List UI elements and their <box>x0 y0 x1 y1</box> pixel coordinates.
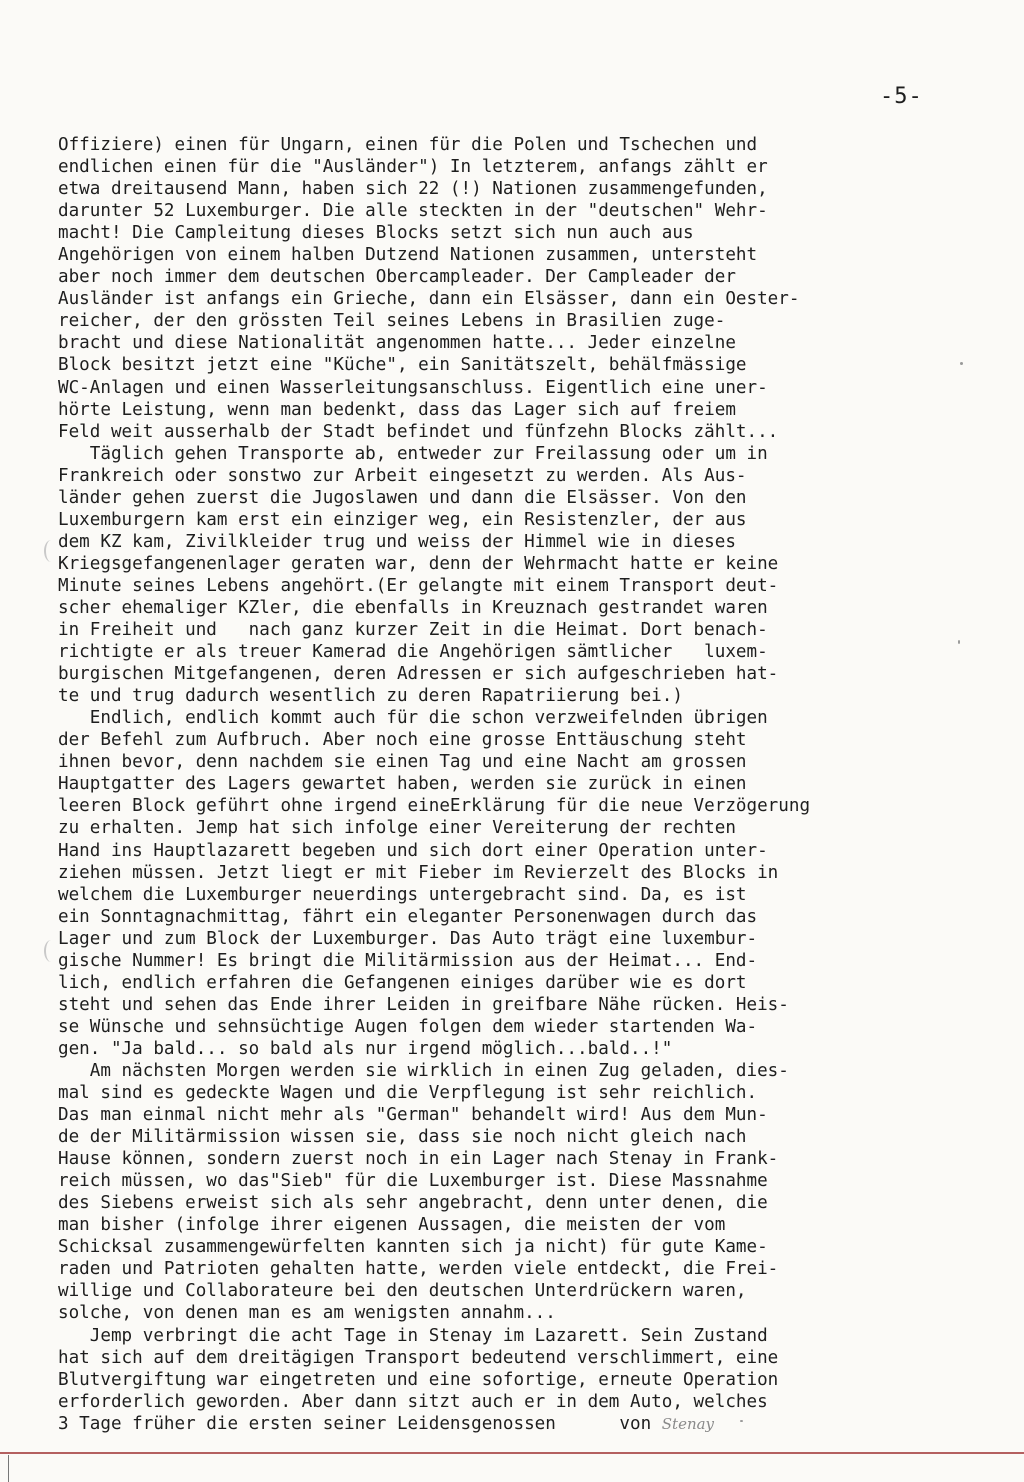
text-line: Hand ins Hauptlazarett begeben und sich dort einer Operation unter- <box>58 840 768 861</box>
text-line: Feld weit ausserhalb der Stadt befindet und fünfzehn Blocks zählt... <box>58 421 779 442</box>
punch-mark-upper <box>44 540 58 562</box>
handwritten-note: Stenay <box>661 1414 715 1433</box>
text-line: Block besitzt jetzt eine "Küche", ein Sanitätszelt, behälfmässige <box>58 355 747 376</box>
page-left-rule <box>8 1455 9 1482</box>
text-line: länder gehen zuerst die Jugoslawen und dann die Elsässer. Von den <box>58 487 747 508</box>
page-number: -5- <box>880 84 923 109</box>
text-line: erforderlich geworden. Aber dann sitzt auch er in dem Auto, welches <box>58 1391 768 1412</box>
text-line: ziehen müssen. Jetzt liegt er mit Fieber im Revierzelt des Blocks in <box>58 862 779 883</box>
typewritten-body <box>58 134 978 1435</box>
text-line: gen. "Ja bald... so bald als nur irgend möglich...bald..!" <box>58 1038 673 1059</box>
text-line: Minute seines Lebens angehört.(Er gelangte mit einem Transport deut- <box>58 575 779 596</box>
text-line: Endlich, endlich kommt auch für die schon verzweifelnden übrigen <box>58 708 768 729</box>
text-line: ein Sonntagnachmittag, fährt ein eleganter Personenwagen durch das <box>58 906 758 927</box>
text-line: Ausländer ist anfangs ein Grieche, dann ein Elsässer, dann ein Oester- <box>58 289 800 310</box>
text-line: leeren Block geführt ohne irgend eineErklärung für die neue Verzögerung <box>58 796 811 817</box>
text-line: richtigte er als treuer Kamerad die Angehörigen sämtlicher luxem- <box>58 642 768 663</box>
text-line: macht! Die Campleitung dieses Blocks setzt sich nun auch aus <box>58 223 694 244</box>
text-line: reicher, der den grössten Teil seines Lebens in Brasilien zuge- <box>58 311 726 332</box>
text-line: etwa dreitausend Mann, haben sich 22 (!) Nationen zusammengefunden, <box>58 179 768 200</box>
text-line: hat sich auf dem dreitägigen Transport bedeutend verschlimmert, eine <box>58 1347 779 1368</box>
text-line: des Siebens erweist sich als sehr angebracht, denn unter denen, die <box>58 1193 768 1214</box>
text-line: Lager und zum Block der Luxemburger. Das Auto trägt eine luxembur- <box>58 928 758 949</box>
punch-mark-lower <box>44 940 58 962</box>
text-line: ihnen bevor, denn nachdem sie einen Tag und eine Nacht am grossen <box>58 752 747 773</box>
text-line: Täglich gehen Transporte ab, entweder zur Freilassung oder um in <box>58 443 768 464</box>
text-line: man bisher (infolge ihrer eigenen Aussagen, die meisten der vom <box>58 1215 726 1236</box>
margin-speck <box>960 362 963 365</box>
text-line: de der Militärmission wissen sie, dass sie noch nicht gleich nach <box>58 1127 747 1148</box>
text-line: raden und Patrioten gehalten hatte, werden viele entdeckt, die Frei- <box>58 1259 779 1280</box>
text-line: willige und Collaborateure bei den deutschen Unterdrückern waren, <box>58 1281 747 1302</box>
text-line: Schicksal zusammengewürfelten kannten sich ja nicht) für gute Kame- <box>58 1237 768 1258</box>
margin-speck <box>958 640 960 644</box>
text-line: Frankreich oder sonstwo zur Arbeit eingesetzt zu werden. Als Aus- <box>58 465 747 486</box>
text-line: se Wünsche und sehnsüchtige Augen folgen dem wieder startenden Wa- <box>58 1016 758 1037</box>
text-line: der Befehl zum Aufbruch. Aber noch eine grosse Enttäuschung steht <box>58 730 747 751</box>
text-line: steht und sehen das Ende ihrer Leiden in greifbare Nähe rücken. Heis- <box>58 994 789 1015</box>
text-line: Angehörigen von einem halben Dutzend Nationen zusammen, untersteht <box>58 245 758 266</box>
text-line: endlichen einen für die "Ausländer") In letzterem, anfangs zählt er <box>58 157 768 178</box>
text-line: Am nächsten Morgen werden sie wirklich in einen Zug geladen, dies- <box>58 1060 789 1081</box>
text-line: solche, von denen man es am wenigsten annahm... <box>58 1303 556 1324</box>
text-line: welchem die Luxemburger neuerdings untergebracht sind. Da, es ist <box>58 884 747 905</box>
text-line: bracht und diese Nationalität angenommen hatte... Jeder einzelne <box>58 333 736 354</box>
text-line: mal sind es gedeckte Wagen und die Verpflegung ist sehr reichlich. <box>58 1083 758 1104</box>
text-line: Kriegsgefangenenlager geraten war, denn der Wehrmacht hatte er keine <box>58 553 779 574</box>
margin-speck <box>740 1420 743 1422</box>
text-line: reich müssen, wo das"Sieb" für die Luxemburger ist. Diese Massnahme <box>58 1171 768 1192</box>
text-line: Das man einmal nicht mehr als "German" behandelt wird! Aus dem Mun- <box>58 1105 768 1126</box>
text-line: burgischen Mitgefangenen, deren Adressen er sich aufgeschrieben hat- <box>58 664 779 685</box>
text-line: Hause können, sondern zuerst noch in ein Lager nach Stenay in Frank- <box>58 1149 779 1170</box>
text-line: aber noch immer dem deutschen Obercampleader. Der Campleader der <box>58 267 736 288</box>
text-line: scher ehemaliger KZler, die ebenfalls in Kreuznach gestrandet waren <box>58 597 768 618</box>
text-line: te und trug dadurch wesentlich zu deren Rapatriierung bei.) <box>58 686 683 707</box>
text-line: in Freiheit und nach ganz kurzer Zeit in die Heimat. Dort benach- <box>58 620 768 641</box>
text-line: zu erhalten. Jemp hat sich infolge einer Vereiterung der rechten <box>58 818 736 839</box>
text-line: lich, endlich erfahren die Gefangenen einiges darüber wie es dort <box>58 972 747 993</box>
text-line: WC-Anlagen und einen Wasserleitungsanschluss. Eigentlich eine uner- <box>58 377 768 398</box>
text-line: 3 Tage früher die ersten seiner Leidensgenossen von Stenay <box>58 1413 715 1434</box>
text-line: Offiziere) einen für Ungarn, einen für die Polen und Tschechen und <box>58 135 758 155</box>
text-line: Blutvergiftung war eingetreten und eine sofortige, erneute Operation <box>58 1369 779 1390</box>
text-line: Luxemburgern kam erst ein einziger weg, ein Resistenzler, der aus <box>58 509 747 530</box>
text-line: darunter 52 Luxemburger. Die alle steckten in der "deutschen" Wehr- <box>58 201 768 222</box>
text-line: hörte Leistung, wenn man bedenkt, dass das Lager sich auf freiem <box>58 399 736 420</box>
page-bottom-rule <box>0 1452 1024 1454</box>
text-line: gische Nummer! Es bringt die Militärmission aus der Heimat... End- <box>58 950 758 971</box>
text-line: Hauptgatter des Lagers gewartet haben, werden sie zurück in einen <box>58 774 747 795</box>
text-line: dem KZ kam, Zivilkleider trug und weiss der Himmel wie in dieses <box>58 531 736 552</box>
text-line: Jemp verbringt die acht Tage in Stenay im Lazarett. Sein Zustand <box>58 1325 768 1346</box>
